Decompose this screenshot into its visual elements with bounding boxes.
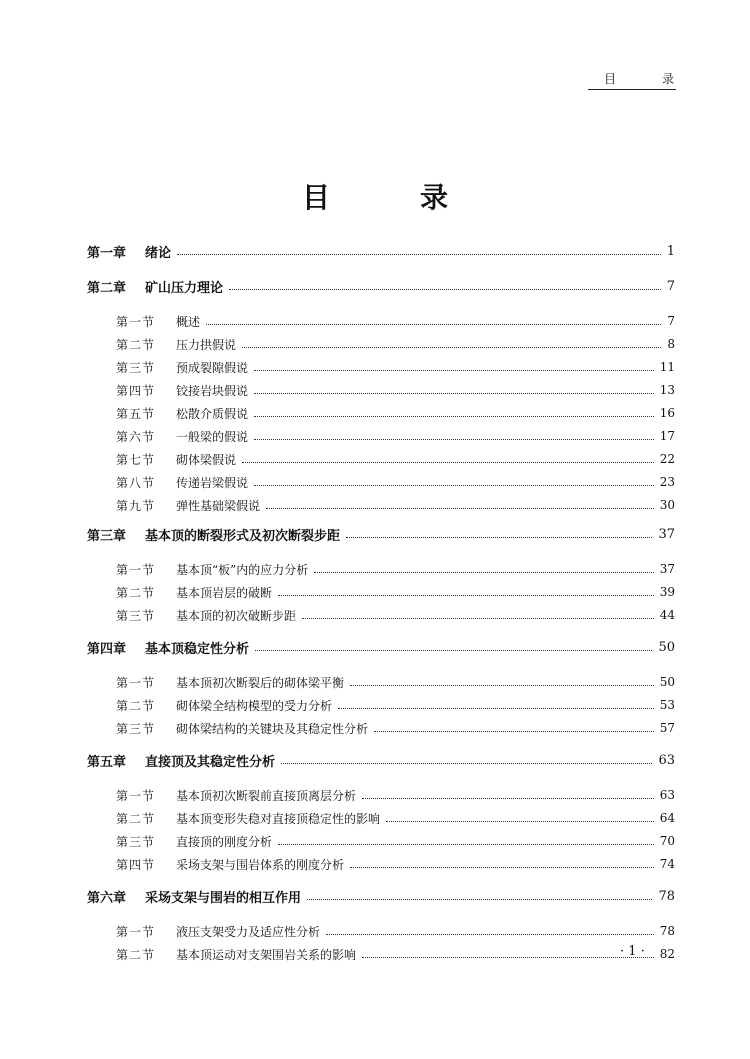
toc-chapter-row[interactable] [0, 240, 750, 262]
page-ref: 7 [666, 278, 675, 294]
page-title [0, 176, 750, 216]
toc-section-row[interactable] [0, 471, 750, 493]
dot-leader [242, 346, 661, 348]
page-ref: 78 [659, 924, 675, 938]
section-number: 第二节 [116, 811, 156, 826]
section-number: 第一节 [116, 314, 156, 329]
chapter-title: 直接顶及其稳定性分析 [145, 754, 276, 770]
section-title: 概述 [176, 314, 201, 329]
section-number: 第五节 [116, 406, 156, 421]
chapter-number: 第三章 [87, 528, 127, 544]
dot-leader [229, 288, 661, 290]
chapter-title: 基本顶的断裂形式及初次断裂步距 [145, 528, 341, 544]
page-ref: 11 [659, 360, 675, 374]
section-number: 第二节 [116, 947, 156, 962]
section-number: 第四节 [116, 857, 156, 872]
page-ref: 8 [667, 337, 675, 351]
toc-section-row[interactable] [0, 333, 750, 355]
page-ref: 64 [659, 811, 675, 825]
chapter-number: 第一章 [87, 245, 127, 261]
dot-leader [350, 866, 654, 868]
page-ref: 50 [658, 639, 675, 655]
page-ref: 50 [659, 675, 675, 689]
section-title: 基本顶初次断裂前直接顶离层分析 [176, 788, 357, 803]
section-title: 预成裂隙假说 [176, 360, 249, 375]
dot-leader [326, 933, 654, 935]
dot-leader [254, 415, 654, 417]
dot-leader [266, 507, 654, 509]
page-ref: 22 [659, 452, 675, 466]
page-ref: 13 [659, 383, 675, 397]
section-title: 基本顶岩层的破断 [176, 585, 273, 600]
section-number: 第三节 [116, 608, 156, 623]
dot-leader [278, 594, 654, 596]
page-ref: 63 [658, 752, 675, 768]
section-title: 传递岩梁假说 [176, 475, 249, 490]
toc-chapter-row[interactable] [0, 275, 750, 297]
section-title: 松散介质假说 [176, 406, 249, 421]
page-ref: 39 [659, 585, 675, 599]
section-number: 第七节 [116, 452, 156, 467]
page-ref: 1 [666, 243, 675, 259]
dot-leader [206, 323, 661, 325]
dot-leader [278, 843, 654, 845]
dot-leader [254, 392, 654, 394]
toc-chapter-row[interactable] [0, 636, 750, 658]
page-ref: 7 [667, 314, 675, 328]
toc-section-row[interactable] [0, 558, 750, 580]
page-ref: 70 [659, 834, 675, 848]
toc-section-row[interactable] [0, 425, 750, 447]
running-header-left: 目 [604, 72, 617, 86]
toc-section-row[interactable] [0, 784, 750, 806]
dot-leader [338, 707, 654, 709]
toc-section-row[interactable] [0, 807, 750, 829]
section-title: 基本顶运动对支架围岩关系的影响 [176, 947, 357, 962]
toc-section-row[interactable] [0, 310, 750, 332]
section-number: 第二节 [116, 337, 156, 352]
section-title: 弹性基础梁假说 [176, 498, 261, 513]
running-header-right: 录 [661, 72, 674, 86]
toc-chapter-row[interactable] [0, 749, 750, 771]
section-number: 第一节 [116, 675, 156, 690]
toc-section-row[interactable] [0, 830, 750, 852]
section-number: 第二节 [116, 698, 156, 713]
dot-leader [254, 438, 654, 440]
chapter-title: 基本顶稳定性分析 [145, 641, 250, 657]
section-number: 第八节 [116, 475, 156, 490]
chapter-number: 第五章 [87, 754, 127, 770]
section-number: 第一节 [116, 924, 156, 939]
page-ref: 74 [659, 857, 675, 871]
dot-leader [374, 730, 654, 732]
dot-leader [386, 820, 654, 822]
page-ref: 57 [659, 721, 675, 735]
toc-section-row[interactable] [0, 604, 750, 626]
dot-leader [362, 956, 654, 958]
toc-section-row[interactable] [0, 920, 750, 942]
section-title: 基本顶“板”内的应力分析 [176, 562, 309, 577]
section-title: 基本顶变形失稳对直接顶稳定性的影响 [176, 811, 381, 826]
toc-section-row[interactable] [0, 694, 750, 716]
page-ref: 17 [659, 429, 675, 443]
section-title: 砌体梁结构的关键块及其稳定性分析 [176, 721, 369, 736]
dot-leader [254, 369, 654, 371]
toc-chapter-row[interactable] [0, 523, 750, 545]
chapter-title: 采场支架与围岩的相互作用 [145, 890, 302, 906]
section-number: 第二节 [116, 585, 156, 600]
toc-section-row[interactable] [0, 379, 750, 401]
toc-section-row[interactable] [0, 581, 750, 603]
dot-leader [254, 484, 654, 486]
page-ref: 82 [659, 947, 675, 961]
chapter-number: 第六章 [87, 890, 127, 906]
dot-leader [242, 461, 654, 463]
section-title: 液压支架受力及适应性分析 [176, 924, 321, 939]
section-title: 基本顶的初次破断步距 [176, 608, 297, 623]
toc-section-row[interactable] [0, 402, 750, 424]
toc-section-row[interactable] [0, 717, 750, 739]
section-number: 第一节 [116, 562, 156, 577]
chapter-number: 第二章 [87, 280, 127, 296]
section-title: 砌体梁假说 [176, 452, 237, 467]
dot-leader [314, 571, 653, 573]
dot-leader [281, 762, 652, 764]
dot-leader [255, 649, 652, 651]
toc-section-row[interactable] [0, 356, 750, 378]
dot-leader [362, 797, 654, 799]
section-number: 第九节 [116, 498, 156, 513]
section-number: 第六节 [116, 429, 156, 444]
toc-section-row[interactable] [0, 671, 750, 693]
toc-section-row[interactable] [0, 494, 750, 516]
toc-chapter-row[interactable] [0, 885, 750, 907]
section-title: 直接顶的刚度分析 [176, 834, 273, 849]
chapter-number: 第四章 [87, 641, 127, 657]
page-ref: 23 [659, 475, 675, 489]
chapter-title: 绪论 [145, 245, 172, 261]
dot-leader [307, 898, 652, 900]
dot-leader [302, 617, 654, 619]
section-number: 第一节 [116, 788, 156, 803]
section-number: 第三节 [116, 834, 156, 849]
page-title-right: 录 [420, 181, 449, 214]
dot-leader [350, 684, 654, 686]
page-title-left: 目 [301, 181, 330, 214]
chapter-title: 矿山压力理论 [145, 280, 224, 296]
page-ref: 37 [659, 562, 675, 576]
page-ref: 53 [659, 698, 675, 712]
section-title: 铰接岩块假说 [176, 383, 249, 398]
page-ref: 16 [659, 406, 675, 420]
toc-section-row[interactable] [0, 853, 750, 875]
section-number: 第四节 [116, 383, 156, 398]
page-number: · 1 · [620, 944, 645, 959]
dot-leader [177, 253, 661, 255]
toc-section-row[interactable] [0, 448, 750, 470]
dot-leader [346, 536, 652, 538]
section-title: 一般梁的假说 [176, 429, 249, 444]
section-title: 砌体梁全结构模型的受力分析 [176, 698, 333, 713]
section-title: 压力拱假说 [176, 337, 237, 352]
section-title: 基本顶初次断裂后的砌体梁平衡 [176, 675, 345, 690]
page-ref: 63 [659, 788, 675, 802]
section-number: 第三节 [116, 360, 156, 375]
page-ref: 44 [659, 608, 675, 622]
section-number: 第三节 [116, 721, 156, 736]
page-ref: 37 [658, 526, 675, 542]
page-ref: 30 [659, 498, 675, 512]
page-ref: 78 [658, 888, 675, 904]
running-header [588, 70, 676, 90]
section-title: 采场支架与围岩体系的刚度分析 [176, 857, 345, 872]
